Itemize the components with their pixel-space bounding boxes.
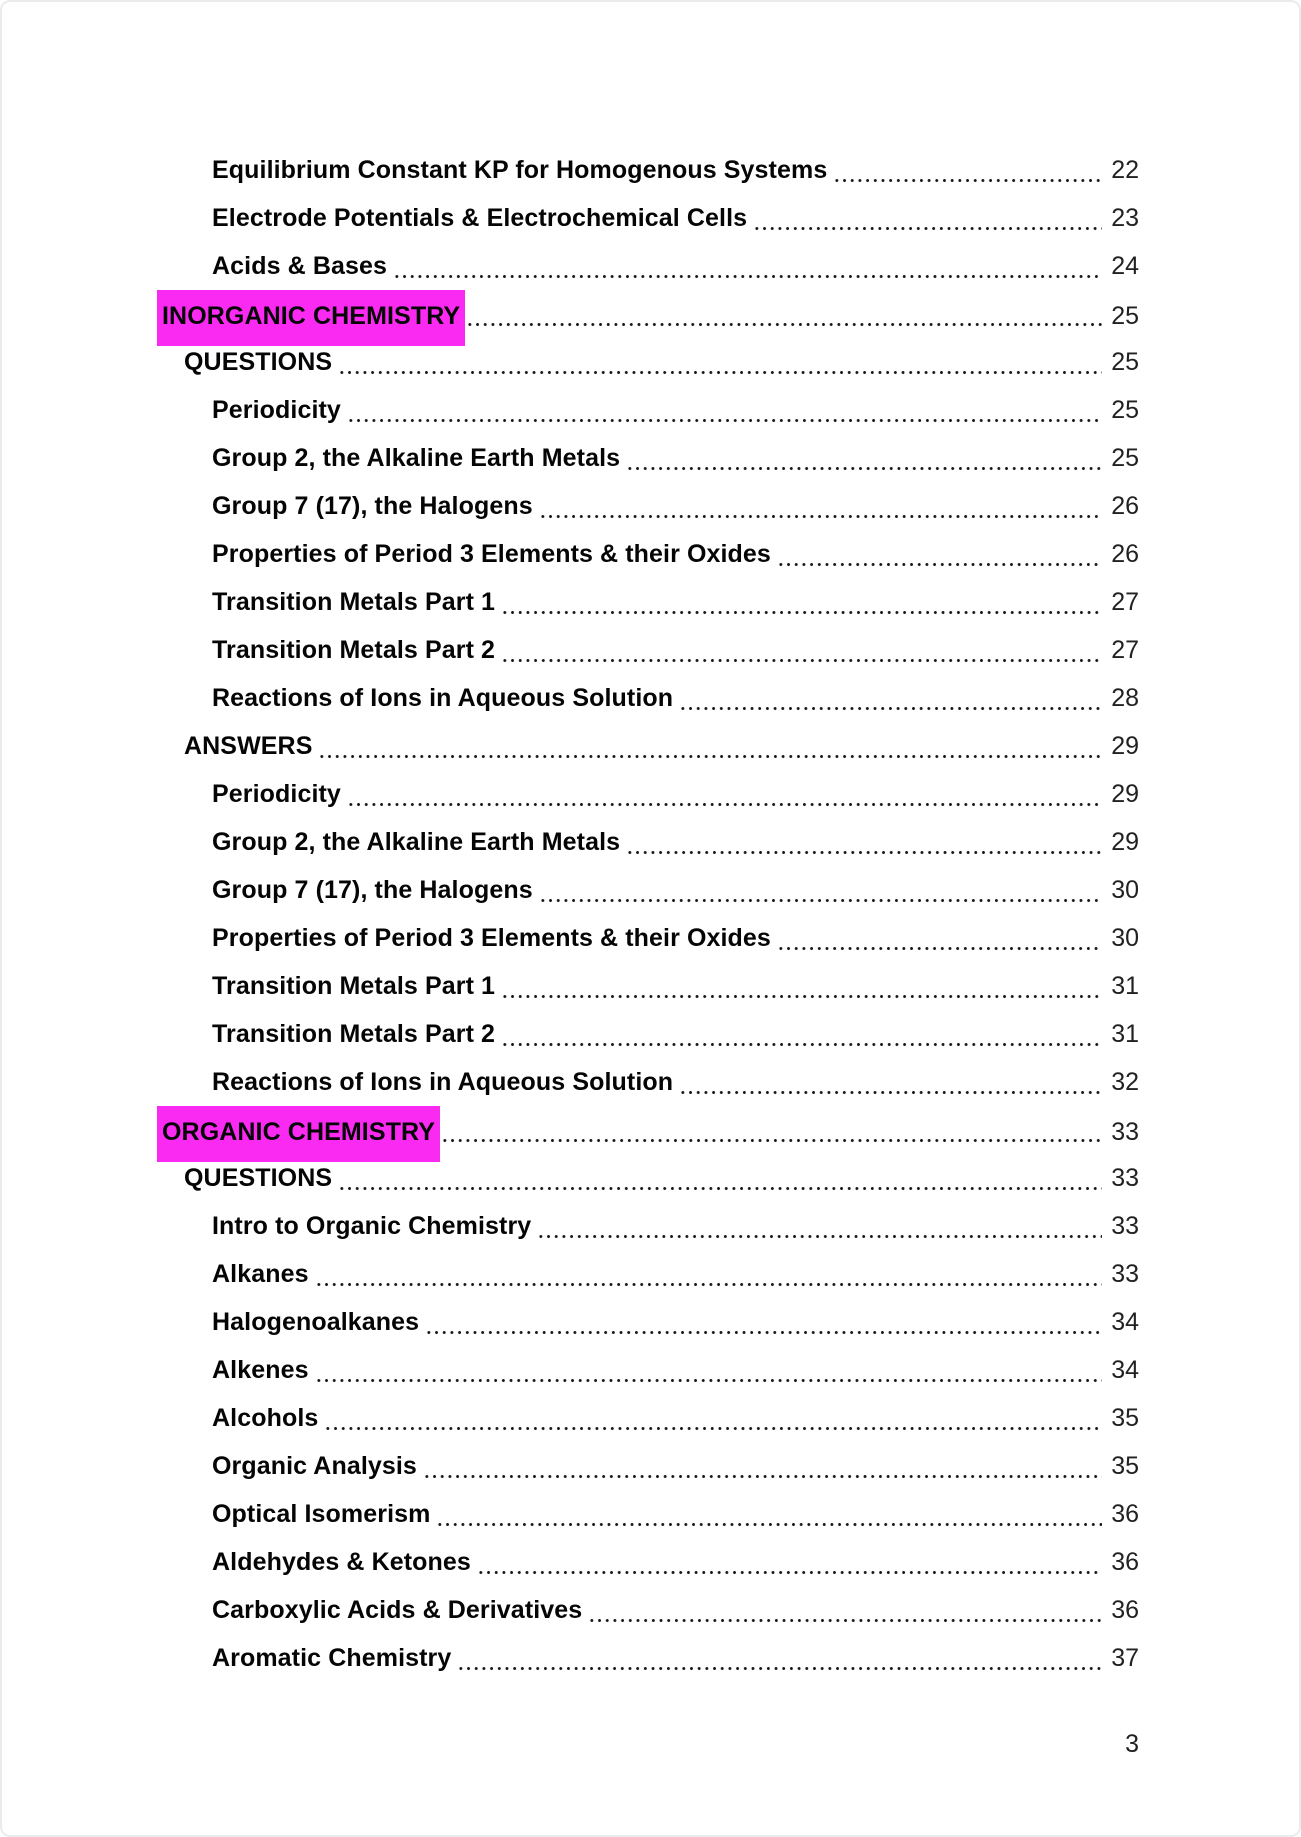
toc-entry[interactable] xyxy=(162,194,1139,242)
toc-entry-label: Aromatic Chemistry xyxy=(212,1644,452,1672)
dot-leader xyxy=(624,434,1102,482)
toc-entry-label: Transition Metals Part 1 xyxy=(212,972,496,1000)
page-number-footer xyxy=(1125,1728,1139,1760)
toc-entry-label: QUESTIONS xyxy=(184,348,333,376)
toc-entry[interactable] xyxy=(162,1202,1139,1250)
dot-leader xyxy=(455,1634,1102,1682)
dot-leader xyxy=(535,1202,1102,1250)
toc-entry-page-number: 24 xyxy=(1111,252,1139,280)
dot-leader xyxy=(831,146,1102,194)
toc-entry-label: Properties of Period 3 Elements & their Oxides xyxy=(212,540,771,568)
toc-entry[interactable] xyxy=(162,242,1139,290)
page-number: 3 xyxy=(1125,1730,1139,1758)
dot-leader xyxy=(316,722,1102,770)
dot-leader xyxy=(423,1298,1102,1346)
toc-entry-label: Halogenoalkanes xyxy=(212,1308,420,1336)
toc-entry[interactable] xyxy=(162,482,1139,530)
toc-entry-label: Reactions of Ions in Aqueous Solution xyxy=(212,684,674,712)
toc-entry[interactable] xyxy=(162,1058,1139,1106)
toc-entry[interactable] xyxy=(162,1154,1139,1202)
toc-entry[interactable] xyxy=(162,1298,1139,1346)
toc-entry[interactable] xyxy=(162,434,1139,482)
toc-entry-label: ANSWERS xyxy=(184,732,313,760)
toc-entry-label: Carboxylic Acids & Derivatives xyxy=(212,1596,583,1624)
toc-entry-page-number: 27 xyxy=(1111,636,1139,664)
dot-leader xyxy=(624,818,1102,866)
dot-leader xyxy=(391,242,1102,290)
dot-leader xyxy=(464,290,1102,338)
toc-entry-page-number: 34 xyxy=(1111,1308,1139,1336)
dot-leader xyxy=(322,1394,1102,1442)
dot-leader xyxy=(313,1250,1103,1298)
toc-entry[interactable] xyxy=(162,1250,1139,1298)
dot-leader xyxy=(434,1490,1102,1538)
dot-leader xyxy=(586,1586,1102,1634)
dot-leader xyxy=(677,674,1102,722)
toc-entry-page-number: 28 xyxy=(1111,684,1139,712)
toc-entry-page-number: 29 xyxy=(1111,828,1139,856)
toc-entry-label: Optical Isomerism xyxy=(212,1500,431,1528)
toc-entry-page-number: 30 xyxy=(1111,876,1139,904)
toc-entry-page-number: 25 xyxy=(1111,444,1139,472)
toc-entry-page-number: 36 xyxy=(1111,1596,1139,1624)
toc-entry-page-number: 23 xyxy=(1111,204,1139,232)
toc-entry-page-number: 29 xyxy=(1111,732,1139,760)
dot-leader xyxy=(537,482,1102,530)
dot-leader xyxy=(499,962,1102,1010)
toc-entry-label: Equilibrium Constant KP for Homogenous Systems xyxy=(212,156,828,184)
dot-leader xyxy=(345,770,1102,818)
toc-entry-label: Transition Metals Part 1 xyxy=(212,588,496,616)
toc-entry[interactable] xyxy=(162,1106,1139,1154)
toc-entry-page-number: 37 xyxy=(1111,1644,1139,1672)
toc-entry-label: INORGANIC CHEMISTRY xyxy=(162,290,460,346)
toc-entry-label: Alkenes xyxy=(212,1356,309,1384)
toc-entry-page-number: 25 xyxy=(1111,348,1139,376)
dot-leader xyxy=(775,530,1102,578)
toc-entry[interactable] xyxy=(162,1010,1139,1058)
dot-leader xyxy=(421,1442,1102,1490)
toc-entry[interactable] xyxy=(162,338,1139,386)
toc-entry-label: Transition Metals Part 2 xyxy=(212,1020,496,1048)
toc-entry-label: Transition Metals Part 2 xyxy=(212,636,496,664)
toc-entry-label: Organic Analysis xyxy=(212,1452,417,1480)
toc-entry[interactable] xyxy=(162,530,1139,578)
toc-entry[interactable] xyxy=(162,386,1139,434)
toc-entry-page-number: 33 xyxy=(1111,1212,1139,1240)
dot-leader xyxy=(336,338,1102,386)
toc-entry-page-number: 31 xyxy=(1111,1020,1139,1048)
toc-entry[interactable] xyxy=(162,914,1139,962)
toc-entry[interactable] xyxy=(162,578,1139,626)
toc-entry-page-number: 26 xyxy=(1111,492,1139,520)
dot-leader xyxy=(537,866,1102,914)
dot-leader xyxy=(775,914,1102,962)
toc-entry[interactable] xyxy=(162,1538,1139,1586)
toc-entry[interactable] xyxy=(162,962,1139,1010)
toc-entry-label: Intro to Organic Chemistry xyxy=(212,1212,532,1240)
toc-entry-page-number: 33 xyxy=(1111,1118,1139,1146)
dot-leader xyxy=(439,1106,1102,1154)
toc-entry[interactable] xyxy=(162,1442,1139,1490)
toc-entry-page-number: 27 xyxy=(1111,588,1139,616)
toc-entry-page-number: 33 xyxy=(1111,1260,1139,1288)
toc-entry-label: Electrode Potentials & Electrochemical Cells xyxy=(212,204,748,232)
toc-entry-page-number: 29 xyxy=(1111,780,1139,808)
toc-entry[interactable] xyxy=(162,1394,1139,1442)
toc-entry-label: Group 2, the Alkaline Earth Metals xyxy=(212,444,621,472)
toc-entry-label: Group 2, the Alkaline Earth Metals xyxy=(212,828,621,856)
dot-leader xyxy=(345,386,1102,434)
dot-leader xyxy=(499,578,1102,626)
toc-entry-page-number: 22 xyxy=(1111,156,1139,184)
toc-entry-page-number: 36 xyxy=(1111,1500,1139,1528)
toc-entry-page-number: 36 xyxy=(1111,1548,1139,1576)
toc-entry[interactable] xyxy=(162,146,1139,194)
dot-leader xyxy=(677,1058,1102,1106)
toc-entry-label: QUESTIONS xyxy=(184,1164,333,1192)
toc-entry[interactable] xyxy=(162,674,1139,722)
toc-entry-page-number: 30 xyxy=(1111,924,1139,952)
toc-entry-page-number: 26 xyxy=(1111,540,1139,568)
toc-entry-label: Alcohols xyxy=(212,1404,319,1432)
dot-leader xyxy=(313,1346,1103,1394)
toc-entry-label: Periodicity xyxy=(212,780,341,808)
toc-entry[interactable] xyxy=(162,770,1139,818)
toc-entry[interactable] xyxy=(162,818,1139,866)
toc-entry-label: Aldehydes & Ketones xyxy=(212,1548,471,1576)
toc-entry[interactable] xyxy=(162,626,1139,674)
toc-entry-page-number: 25 xyxy=(1111,396,1139,424)
toc-entry-label: Reactions of Ions in Aqueous Solution xyxy=(212,1068,674,1096)
toc-entry-page-number: 35 xyxy=(1111,1452,1139,1480)
toc-entry-label: Group 7 (17), the Halogens xyxy=(212,492,533,520)
toc-entry[interactable] xyxy=(162,866,1139,914)
toc-entry-page-number: 32 xyxy=(1111,1068,1139,1096)
toc-entry[interactable] xyxy=(162,290,1139,338)
toc-entry-page-number: 31 xyxy=(1111,972,1139,1000)
table-of-contents xyxy=(2,146,1299,1682)
toc-entry-label: Group 7 (17), the Halogens xyxy=(212,876,533,904)
toc-entry-label: Alkanes xyxy=(212,1260,309,1288)
toc-entry-page-number: 35 xyxy=(1111,1404,1139,1432)
toc-entry-label: ORGANIC CHEMISTRY xyxy=(162,1106,435,1162)
toc-entry[interactable] xyxy=(162,1490,1139,1538)
toc-entry-label: Acids & Bases xyxy=(212,252,387,280)
toc-entry-label: Periodicity xyxy=(212,396,341,424)
toc-entry[interactable] xyxy=(162,722,1139,770)
toc-entry[interactable] xyxy=(162,1586,1139,1634)
dot-leader xyxy=(475,1538,1102,1586)
toc-entry[interactable] xyxy=(162,1346,1139,1394)
dot-leader xyxy=(499,626,1102,674)
toc-entry[interactable] xyxy=(162,1634,1139,1682)
dot-leader xyxy=(499,1010,1102,1058)
dot-leader xyxy=(751,194,1102,242)
toc-entry-page-number: 34 xyxy=(1111,1356,1139,1384)
toc-entry-page-number: 25 xyxy=(1111,302,1139,330)
dot-leader xyxy=(336,1154,1102,1202)
toc-entry-label: Properties of Period 3 Elements & their Oxides xyxy=(212,924,771,952)
toc-entry-page-number: 33 xyxy=(1111,1164,1139,1192)
